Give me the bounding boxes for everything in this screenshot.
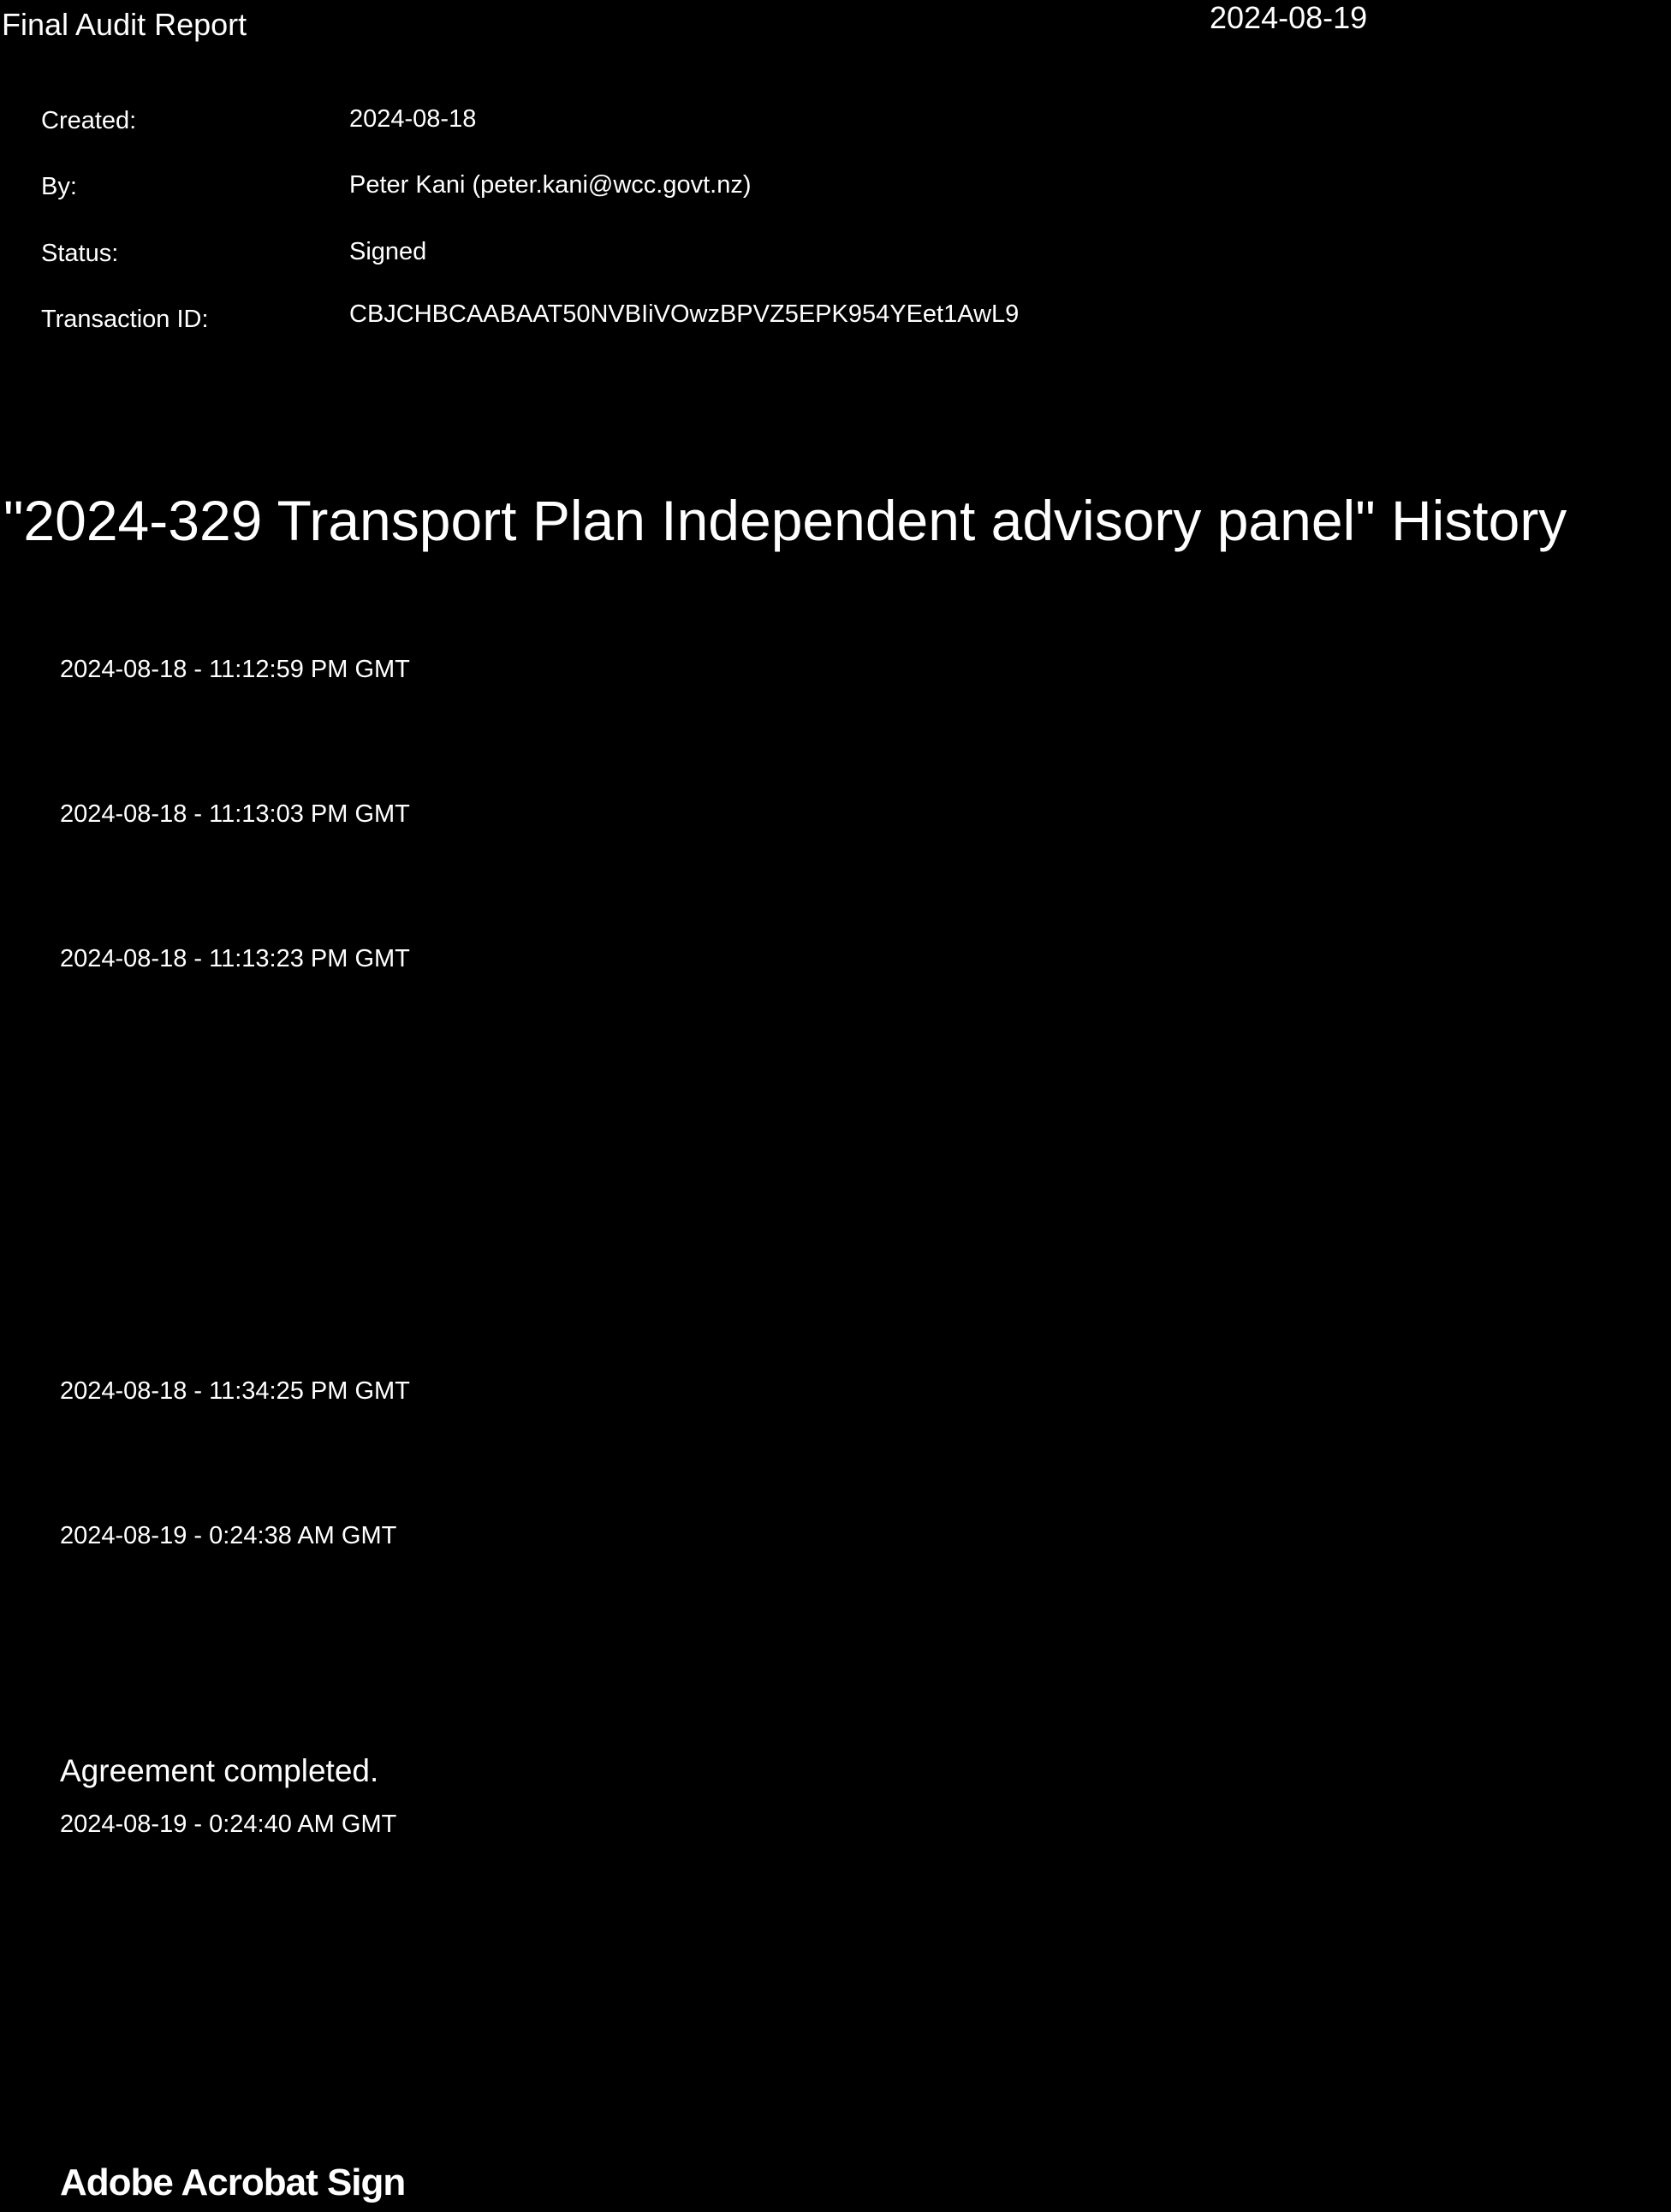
created-value: 2024-08-18 bbox=[349, 105, 477, 133]
event-timestamp: 2024-08-19 - 0:24:38 AM GMT bbox=[60, 1522, 397, 1549]
transaction-id-label: Transaction ID: bbox=[41, 306, 209, 333]
by-label: By: bbox=[41, 173, 77, 200]
event-message: Agreement completed. bbox=[60, 1753, 379, 1788]
event-timestamp: 2024-08-18 - 11:34:25 PM GMT bbox=[60, 1377, 410, 1405]
by-value: Peter Kani (peter.kani@wcc.govt.nz) bbox=[349, 171, 752, 199]
event-timestamp: 2024-08-19 - 0:24:40 AM GMT bbox=[60, 1811, 397, 1838]
status-value: Signed bbox=[349, 238, 427, 265]
transaction-id-value: CBJCHBCAABAAT50NVBIiVOwzBPVZ5EPK954YEet1AwL9 bbox=[349, 300, 1020, 328]
event-timestamp: 2024-08-18 - 11:13:23 PM GMT bbox=[60, 945, 410, 972]
event-timestamp: 2024-08-18 - 11:12:59 PM GMT bbox=[60, 656, 410, 683]
status-label: Status: bbox=[41, 240, 119, 267]
created-label: Created: bbox=[41, 107, 137, 134]
history-title: "2024-329 Transport Plan Independent advisory panel" History bbox=[3, 489, 1567, 552]
adobe-acrobat-sign-logo: Adobe Acrobat Sign bbox=[60, 2161, 406, 2203]
event-timestamp: 2024-08-18 - 11:13:03 PM GMT bbox=[60, 800, 410, 828]
report-title: Final Audit Report bbox=[2, 7, 247, 42]
report-date: 2024-08-19 bbox=[1210, 0, 1368, 35]
